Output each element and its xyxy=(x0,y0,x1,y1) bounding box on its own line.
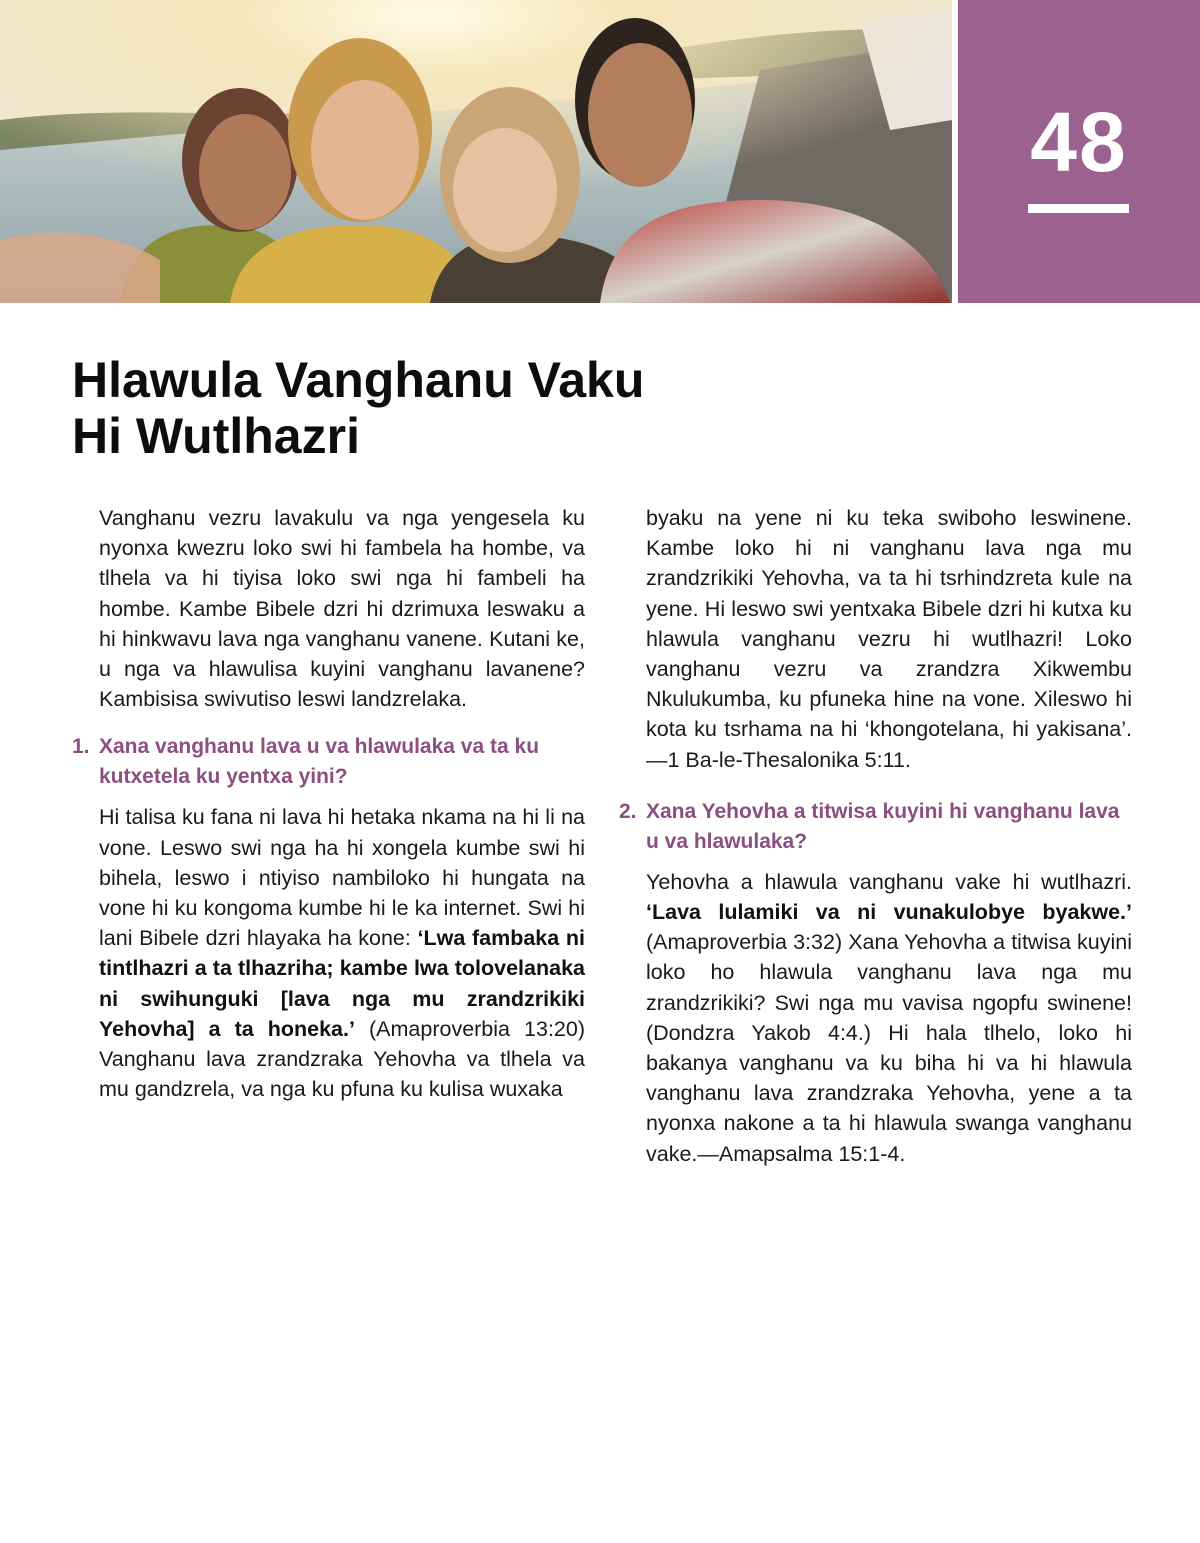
lesson-number-underline xyxy=(1028,204,1129,213)
answer-2-text-start: Yehovha a hlawula vanghanu vake hi wutlhazri. xyxy=(646,869,1132,894)
right-column xyxy=(619,503,1132,1169)
answer-1-paragraph xyxy=(99,802,585,1104)
page-title-line-2: Hi Wutlhazri xyxy=(72,408,360,464)
lesson-number: 48 xyxy=(1030,95,1128,189)
intro-paragraph: Vanghanu vezru lavakulu va nga yengesela ku nyonxa kwezru loko swi hi fambela ha hombe, va tlhela va hi tiyisa loko swi nga hi fambeli ha hombe. Kambe Bibele dzri hi dzrimuxa leswaku a hi hinkwavu lava nga vanghanu vanene. Kutani ke, u nga va hlawulisa kuyini vanghanu lavanene? Kambisisa swivutiso leswi landzrelaka. xyxy=(99,506,585,712)
answer-1-text-start: Hi talisa ku fana ni lava hi hetaka nkama na hi li na vone. Leswo swi nga ha hi xongela kumbe swi hi bihela, leswo i ntiyiso nambiloko hi hungata na vone hi ku kongoma kumbe hi le ka internet. Swi hi lani Bibele dzri hlayaka ha kone: xyxy=(99,805,585,951)
question-2-text: Xana Yehovha a titwisa kuyini hi vanghanu lava u va hlawulaka? xyxy=(646,799,1120,853)
left-column xyxy=(72,503,585,1104)
answer-1-scripture-quote: ‘Lwa fambaka ni tintlhazri a ta tlhazriha; kambe lwa tolovelanaka ni swihunguki [lava nga mu zrandzrikiki Yehovha] a ta honeka.’ xyxy=(99,926,585,1041)
page-title xyxy=(72,352,872,464)
header-photo xyxy=(0,0,952,303)
answer-1-continuation: byaku na yene ni ku teka swiboho leswinene. Kambe loko hi ni vanghanu lava nga mu zrandzrikiki Yehovha, va ta hi tsrhindzreta kule na yene. Hi leswo swi yentxaka Bibele dzri hi kutxa ku hlawula vanghanu vezru hi wutlhazri! Loko vanghanu vezru va zrandzra Xikwembu Nkulukumba, ku pfuneka hine na vone. Xileswo hi kota ku tsrhama na hi ‘khongotelana, hi yakisana’.—1 Ba-le-Thesalonika 5:11. xyxy=(646,506,1132,772)
group-selfie-photo-icon xyxy=(0,0,952,303)
answer-2-text-end: (Amaproverbia 3:32) Xana Yehovha a titwisa kuyini loko ho hlawula vanghanu lava nga mu zrandzrikiki? Swi nga mu vavisa ngopfu swinene! (Dondzra Yakob 4:4.) Hi hala tlhelo, loko hi bakanya vanghanu va ku biha hi va hi hlawula vanghanu lava zrandzraka Yehovha, yene a ta nyonxa nakone a ta hi hlawula swanga vanghanu vake.—Amapsalma 15:1-4. xyxy=(646,930,1132,1166)
answer-1-text-end: (Amaproverbia 13:20) Vanghanu lava zrandzraka Yehovha va tlhela va mu gandzrela, va nga ku pfuna ku kulisa wuxaka xyxy=(99,1016,585,1102)
question-2 xyxy=(619,797,1132,857)
question-1 xyxy=(72,732,585,792)
question-1-text: Xana vanghanu lava u va hlawulaka va ta ku kutxetela ku yentxa yini? xyxy=(99,735,540,789)
answer-2-paragraph xyxy=(646,867,1132,1169)
page-title-line-1: Hlawula Vanghanu Vaku xyxy=(72,352,645,408)
question-2-number: 2. xyxy=(619,799,637,823)
question-1-number: 1. xyxy=(72,735,90,759)
lesson-number-panel xyxy=(958,0,1200,303)
answer-2-scripture-quote: ‘Lava lulamiki va ni vunakulobye byakwe.’ xyxy=(646,900,1132,925)
